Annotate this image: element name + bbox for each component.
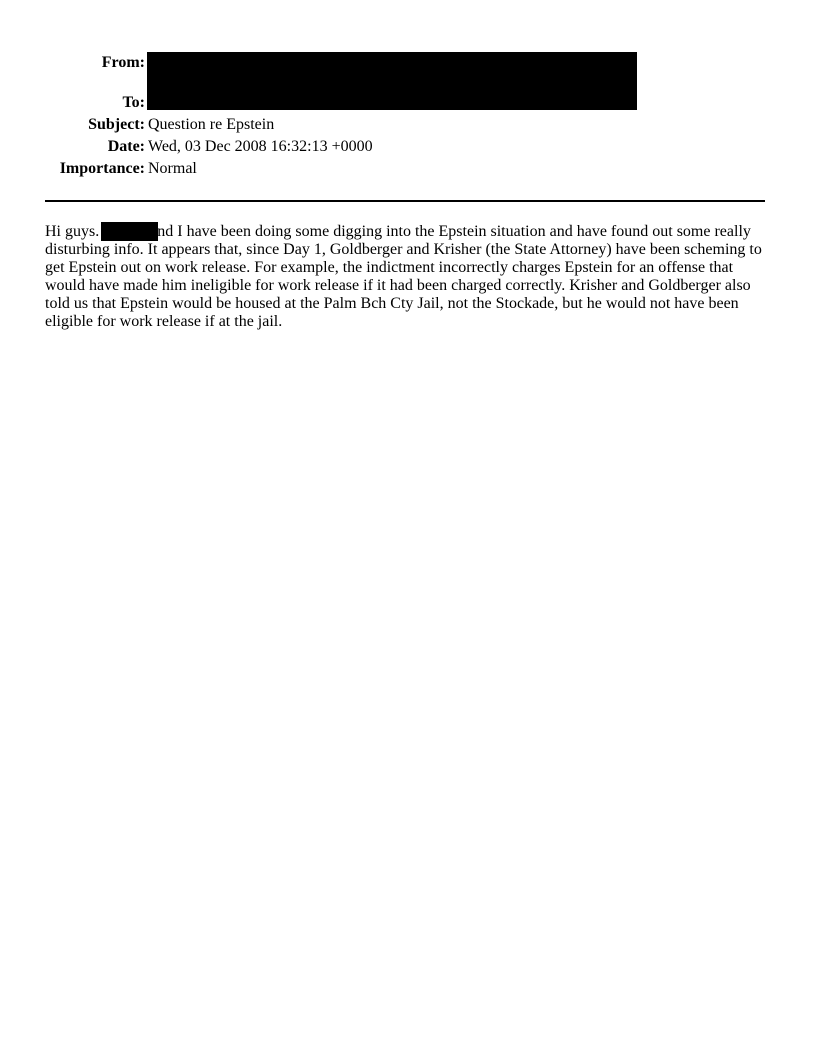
importance-value: Normal	[148, 160, 197, 177]
to-label: To:	[122, 94, 145, 111]
date-value: Wed, 03 Dec 2008 16:32:13 +0000	[148, 138, 373, 155]
inline-redaction	[101, 222, 158, 241]
from-label: From:	[101, 54, 145, 71]
header-divider	[45, 200, 765, 202]
subject-label: Subject:	[88, 116, 145, 133]
importance-label: Importance:	[59, 160, 145, 177]
subject-value: Question re Epstein	[148, 116, 275, 133]
email-body	[45, 222, 767, 331]
body-greeting: Hi guys.	[45, 223, 100, 240]
body-text: nd I have been doing some digging into the Epstein situation and have found out some really disturbing info. It appears that, since Day 1, Goldberger and Krisher (the State Attorney) have been scheming to get Epstein out on work release. For example, the indictment incorrectly charges Epstein for an offense that would have made him ineligible for work release if it had been charged correctly. Krisher and Goldberger also told us that Epstein would be housed at the Palm Bch Cty Jail, not the Stockade, but he would not have been eligible for work release if at the jail.	[45, 223, 762, 330]
redaction-block	[147, 52, 637, 110]
date-label: Date:	[107, 138, 145, 155]
